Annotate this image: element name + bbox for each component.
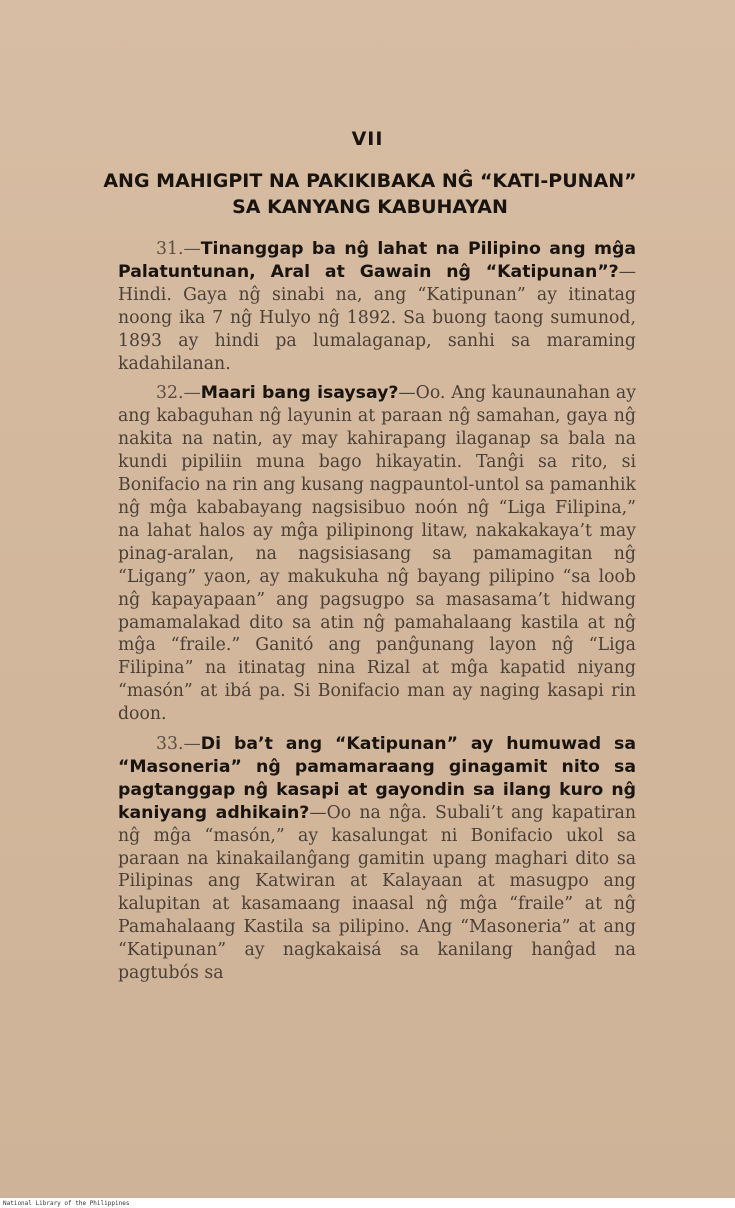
answer-text: —Oo na nĝa. Subali’t ang kapatiran nĝ mĝa “masón,” ay kasalungat ni Bonifacio ukol sa paraan na kinakailanĝang gamitin upang maghari dito sa Pilipinas ang Katwiran at Kalayaan at masugpo ang kalupitan at kasamaang inaasal nĝ mĝa “fraile” at nĝ Pamahalaang Kastila sa pilipino. Ang “Masoneria” at ang “Katipunan” ay nagkakaisá sa kanilang hanĝad na pagtubós sa — [118, 802, 636, 984]
answer-text: —Hindi. Gaya nĝ sinabi na, ang “Katipunan” ay itinatag noong ika 7 nĝ Hulyo nĝ 1892. Sa buong taong sumunod, 1893 ay hindi pa lumalaganap, sanhi sa maraming kadahilanan. — [118, 261, 636, 374]
body-text — [118, 238, 636, 992]
question-text: Di ba’t ang “Katipunan” ay humuwad sa “Masoneria” nĝ pamamaraang ginagamit nito sa pagtanggap nĝ kasapi at gayondin sa ilang kuro nĝ kaniyang adhikain? — [118, 734, 636, 823]
library-credit: National Library of the Philippines — [3, 1200, 130, 1207]
paragraph-number: 32.— — [156, 383, 201, 404]
chapter-title: ANG MAHIGPIT NA PAKIKIBAKA NĜ “KATI-PUNAN” SA KANYANG KABUHAYAN — [103, 170, 637, 218]
paragraph-33 — [118, 733, 636, 985]
question-text: Maari bang isaysay? — [200, 383, 399, 404]
paragraph-31 — [118, 238, 636, 375]
answer-text: —Oo. Ang kaunaunahan ay ang kabaguhan nĝ layunin at paraan nĝ samahan, gaya nĝ nakita na natin, ay may kahirapang ilaganap sa bala na kundi pipiliin muna bago hikayatin. Tanĝi sa rito, si Bonifacio na rin ang kusang nagpauntol-untol sa pamanhik nĝ mĝa kababayang nagsisibuo noón nĝ “Liga Filipina,” na lahat halos ay mĝa pilipinong litaw, nakakakaya’t may pinag-aralan, na nagsisiasang sa pamamagitan nĝ “Ligang” yaon, ay makukuha nĝ bayang pilipino “sa loob nĝ kapayapaan” ang pagsugpo sa masasama’t hidwang pamamalakad dito sa atin nĝ pamahalaang kastila at nĝ mĝa “fraile.” Ganitó ang panĝunang layon nĝ “Liga Filipina” na itinatag nina Rizal at mĝa kapatid niyang “masón” at ibá pa. Si Bonifacio man ay naging kasapi rin doon. — [118, 383, 636, 725]
paragraph-number: 33.— — [156, 734, 201, 755]
chapter-number: VII — [351, 128, 384, 150]
paragraph-number: 31.— — [156, 239, 201, 259]
question-text: Tinanggap ba nĝ lahat na Pilipino ang mĝa Palatuntunan, Aral at Gawain nĝ “Katipunan”? — [118, 239, 636, 282]
paragraph-32 — [118, 382, 636, 726]
